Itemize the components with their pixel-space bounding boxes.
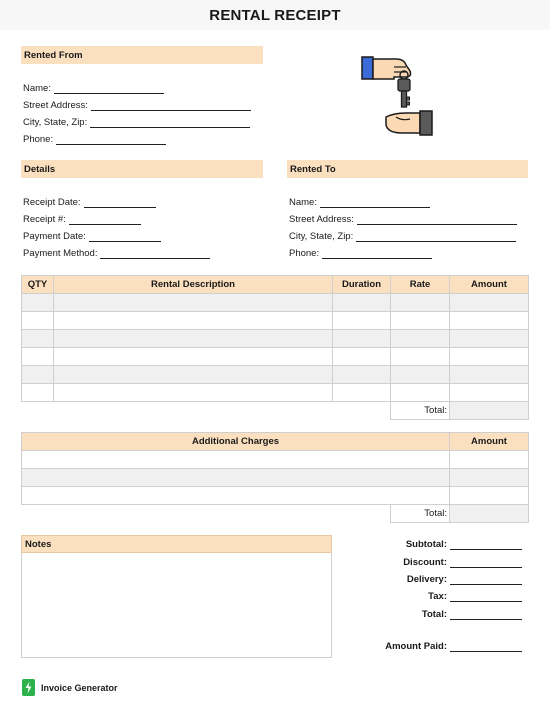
charges-total-value[interactable] xyxy=(450,505,529,523)
field-label: Receipt #: xyxy=(23,214,66,225)
table-header-row xyxy=(22,276,529,294)
field-line xyxy=(450,593,522,602)
rented-from-name-field[interactable] xyxy=(23,82,164,94)
items-total-label: Total: xyxy=(391,402,450,420)
table-row[interactable] xyxy=(22,487,529,505)
col-rate: Rate xyxy=(391,276,450,294)
field-line xyxy=(357,216,517,225)
rented-from-city-field[interactable] xyxy=(23,116,250,128)
invoice-generator-logo-icon xyxy=(22,679,35,696)
field-line xyxy=(356,233,516,242)
rented-to-heading: Rented To xyxy=(287,160,528,178)
table-row[interactable] xyxy=(22,384,529,402)
table-row[interactable] xyxy=(22,294,529,312)
page-title: RENTAL RECEIPT xyxy=(209,6,341,24)
receipt-date-field[interactable] xyxy=(23,196,156,208)
field-line xyxy=(450,611,522,620)
table-total-row xyxy=(22,402,529,420)
table-header-row xyxy=(22,433,529,451)
rented-to-phone-field[interactable] xyxy=(289,247,432,259)
delivery-field[interactable] xyxy=(407,574,522,585)
field-label: Street Address: xyxy=(289,214,354,225)
payment-method-field[interactable] xyxy=(23,247,210,259)
subtotal-field[interactable] xyxy=(406,539,522,550)
rented-from-heading: Rented From xyxy=(21,46,263,64)
field-label: Phone: xyxy=(289,248,320,259)
table-row[interactable] xyxy=(22,469,529,487)
field-label: City, State, Zip: xyxy=(289,231,354,242)
summary-label: Tax: xyxy=(428,591,447,602)
field-line xyxy=(450,576,522,585)
table-row[interactable] xyxy=(22,330,529,348)
footer-brand[interactable] xyxy=(22,679,118,696)
field-line xyxy=(84,199,156,208)
field-label: Name: xyxy=(289,197,317,208)
footer-brand-label: Invoice Generator xyxy=(41,682,118,693)
field-line xyxy=(89,233,161,242)
col-additional-charges: Additional Charges xyxy=(22,433,450,451)
field-line xyxy=(450,643,522,652)
field-line xyxy=(450,559,522,568)
col-charges-amount: Amount xyxy=(450,433,529,451)
charges-total-label: Total: xyxy=(391,505,450,523)
receipt-number-field[interactable] xyxy=(23,213,141,225)
additional-charges-table xyxy=(21,432,529,523)
payment-date-field[interactable] xyxy=(23,230,161,242)
amount-paid-field[interactable] xyxy=(385,641,522,652)
field-line xyxy=(322,250,432,259)
rented-from-phone-field[interactable] xyxy=(23,133,166,145)
rented-to-name-field[interactable] xyxy=(289,196,430,208)
field-line xyxy=(54,85,164,94)
table-row[interactable] xyxy=(22,348,529,366)
field-line xyxy=(450,541,522,550)
rented-to-street-field[interactable] xyxy=(289,213,517,225)
field-label: Payment Method: xyxy=(23,248,98,259)
col-duration: Duration xyxy=(333,276,391,294)
summary-label: Amount Paid: xyxy=(385,641,447,652)
table-row[interactable] xyxy=(22,451,529,469)
rented-to-city-field[interactable] xyxy=(289,230,516,242)
field-label: City, State, Zip: xyxy=(23,117,88,128)
table-row[interactable] xyxy=(22,366,529,384)
col-qty: QTY xyxy=(22,276,54,294)
tax-field[interactable] xyxy=(428,591,522,602)
col-amount: Amount xyxy=(450,276,529,294)
field-label: Street Address: xyxy=(23,100,88,111)
summary-label: Discount: xyxy=(403,557,447,568)
field-line xyxy=(91,102,251,111)
rental-items-table xyxy=(21,275,529,420)
field-label: Receipt Date: xyxy=(23,197,81,208)
summary-label: Subtotal: xyxy=(405,539,447,550)
notes-textarea[interactable] xyxy=(21,553,332,658)
hand-holding-key-icon xyxy=(358,53,444,137)
field-label: Name: xyxy=(23,83,51,94)
field-line xyxy=(100,250,210,259)
col-description: Rental Description xyxy=(54,276,333,294)
discount-field[interactable] xyxy=(403,557,522,568)
title-bar xyxy=(0,0,550,30)
field-line xyxy=(90,119,250,128)
table-total-row xyxy=(22,505,529,523)
details-heading: Details xyxy=(21,160,263,178)
rented-from-street-field[interactable] xyxy=(23,99,251,111)
field-label: Payment Date: xyxy=(23,231,86,242)
items-total-value[interactable] xyxy=(450,402,529,420)
field-line xyxy=(56,136,166,145)
table-row[interactable] xyxy=(22,312,529,330)
field-line xyxy=(320,199,430,208)
summary-label: Total: xyxy=(421,609,447,620)
total-field[interactable] xyxy=(422,609,522,620)
notes-heading: Notes xyxy=(21,535,332,553)
summary-label: Delivery: xyxy=(406,574,447,585)
field-line xyxy=(69,216,141,225)
field-label: Phone: xyxy=(23,134,54,145)
